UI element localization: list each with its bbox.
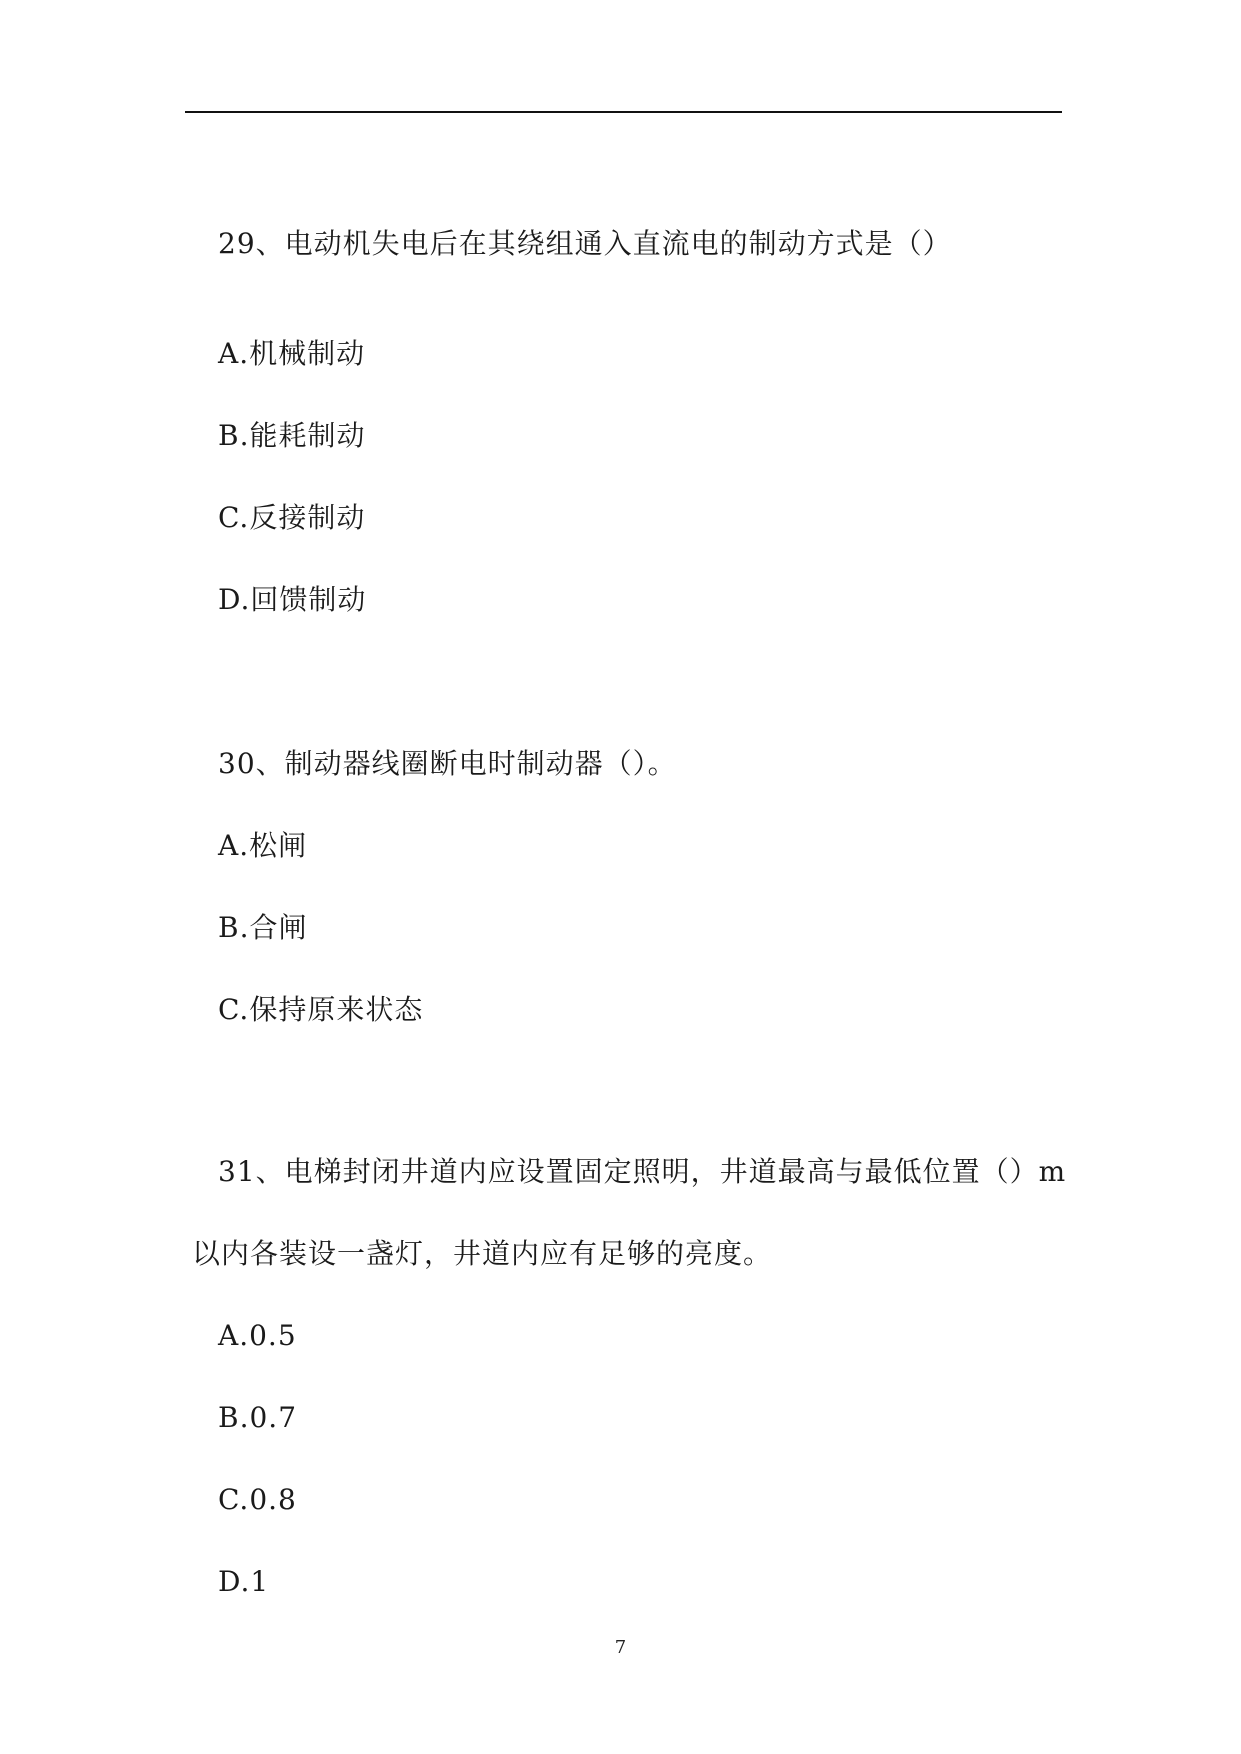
- question-30-option-b: B.合闸: [218, 911, 308, 944]
- question-29-option-a: A.机械制动: [218, 337, 366, 370]
- question-31-text-line1: 31、电梯封闭井道内应设置固定照明，井道最高与最低位置（）m: [218, 1155, 1067, 1188]
- question-29-text: 29、电动机失电后在其绕组通入直流电的制动方式是（）: [218, 227, 952, 260]
- question-29-option-d: D.回馈制动: [218, 583, 367, 616]
- question-30-text: 30、制动器线圈断电时制动器（）。: [218, 747, 677, 780]
- header-rule: [185, 111, 1062, 113]
- page-number: 7: [614, 1637, 627, 1658]
- question-30-option-a: A.松闸: [218, 829, 308, 862]
- question-29-option-c: C.反接制动: [218, 501, 366, 534]
- question-29-option-b: B.能耗制动: [218, 419, 366, 452]
- question-30-option-c: C.保持原来状态: [218, 993, 424, 1026]
- question-31-option-c: C.0.8: [218, 1483, 297, 1516]
- question-31-option-a: A.0.5: [218, 1319, 297, 1352]
- question-31-text-line2: 以内各装设一盏灯，井道内应有足够的亮度。: [192, 1237, 773, 1270]
- question-31-option-d: D.1: [218, 1565, 270, 1598]
- question-31-option-b: B.0.7: [218, 1401, 298, 1434]
